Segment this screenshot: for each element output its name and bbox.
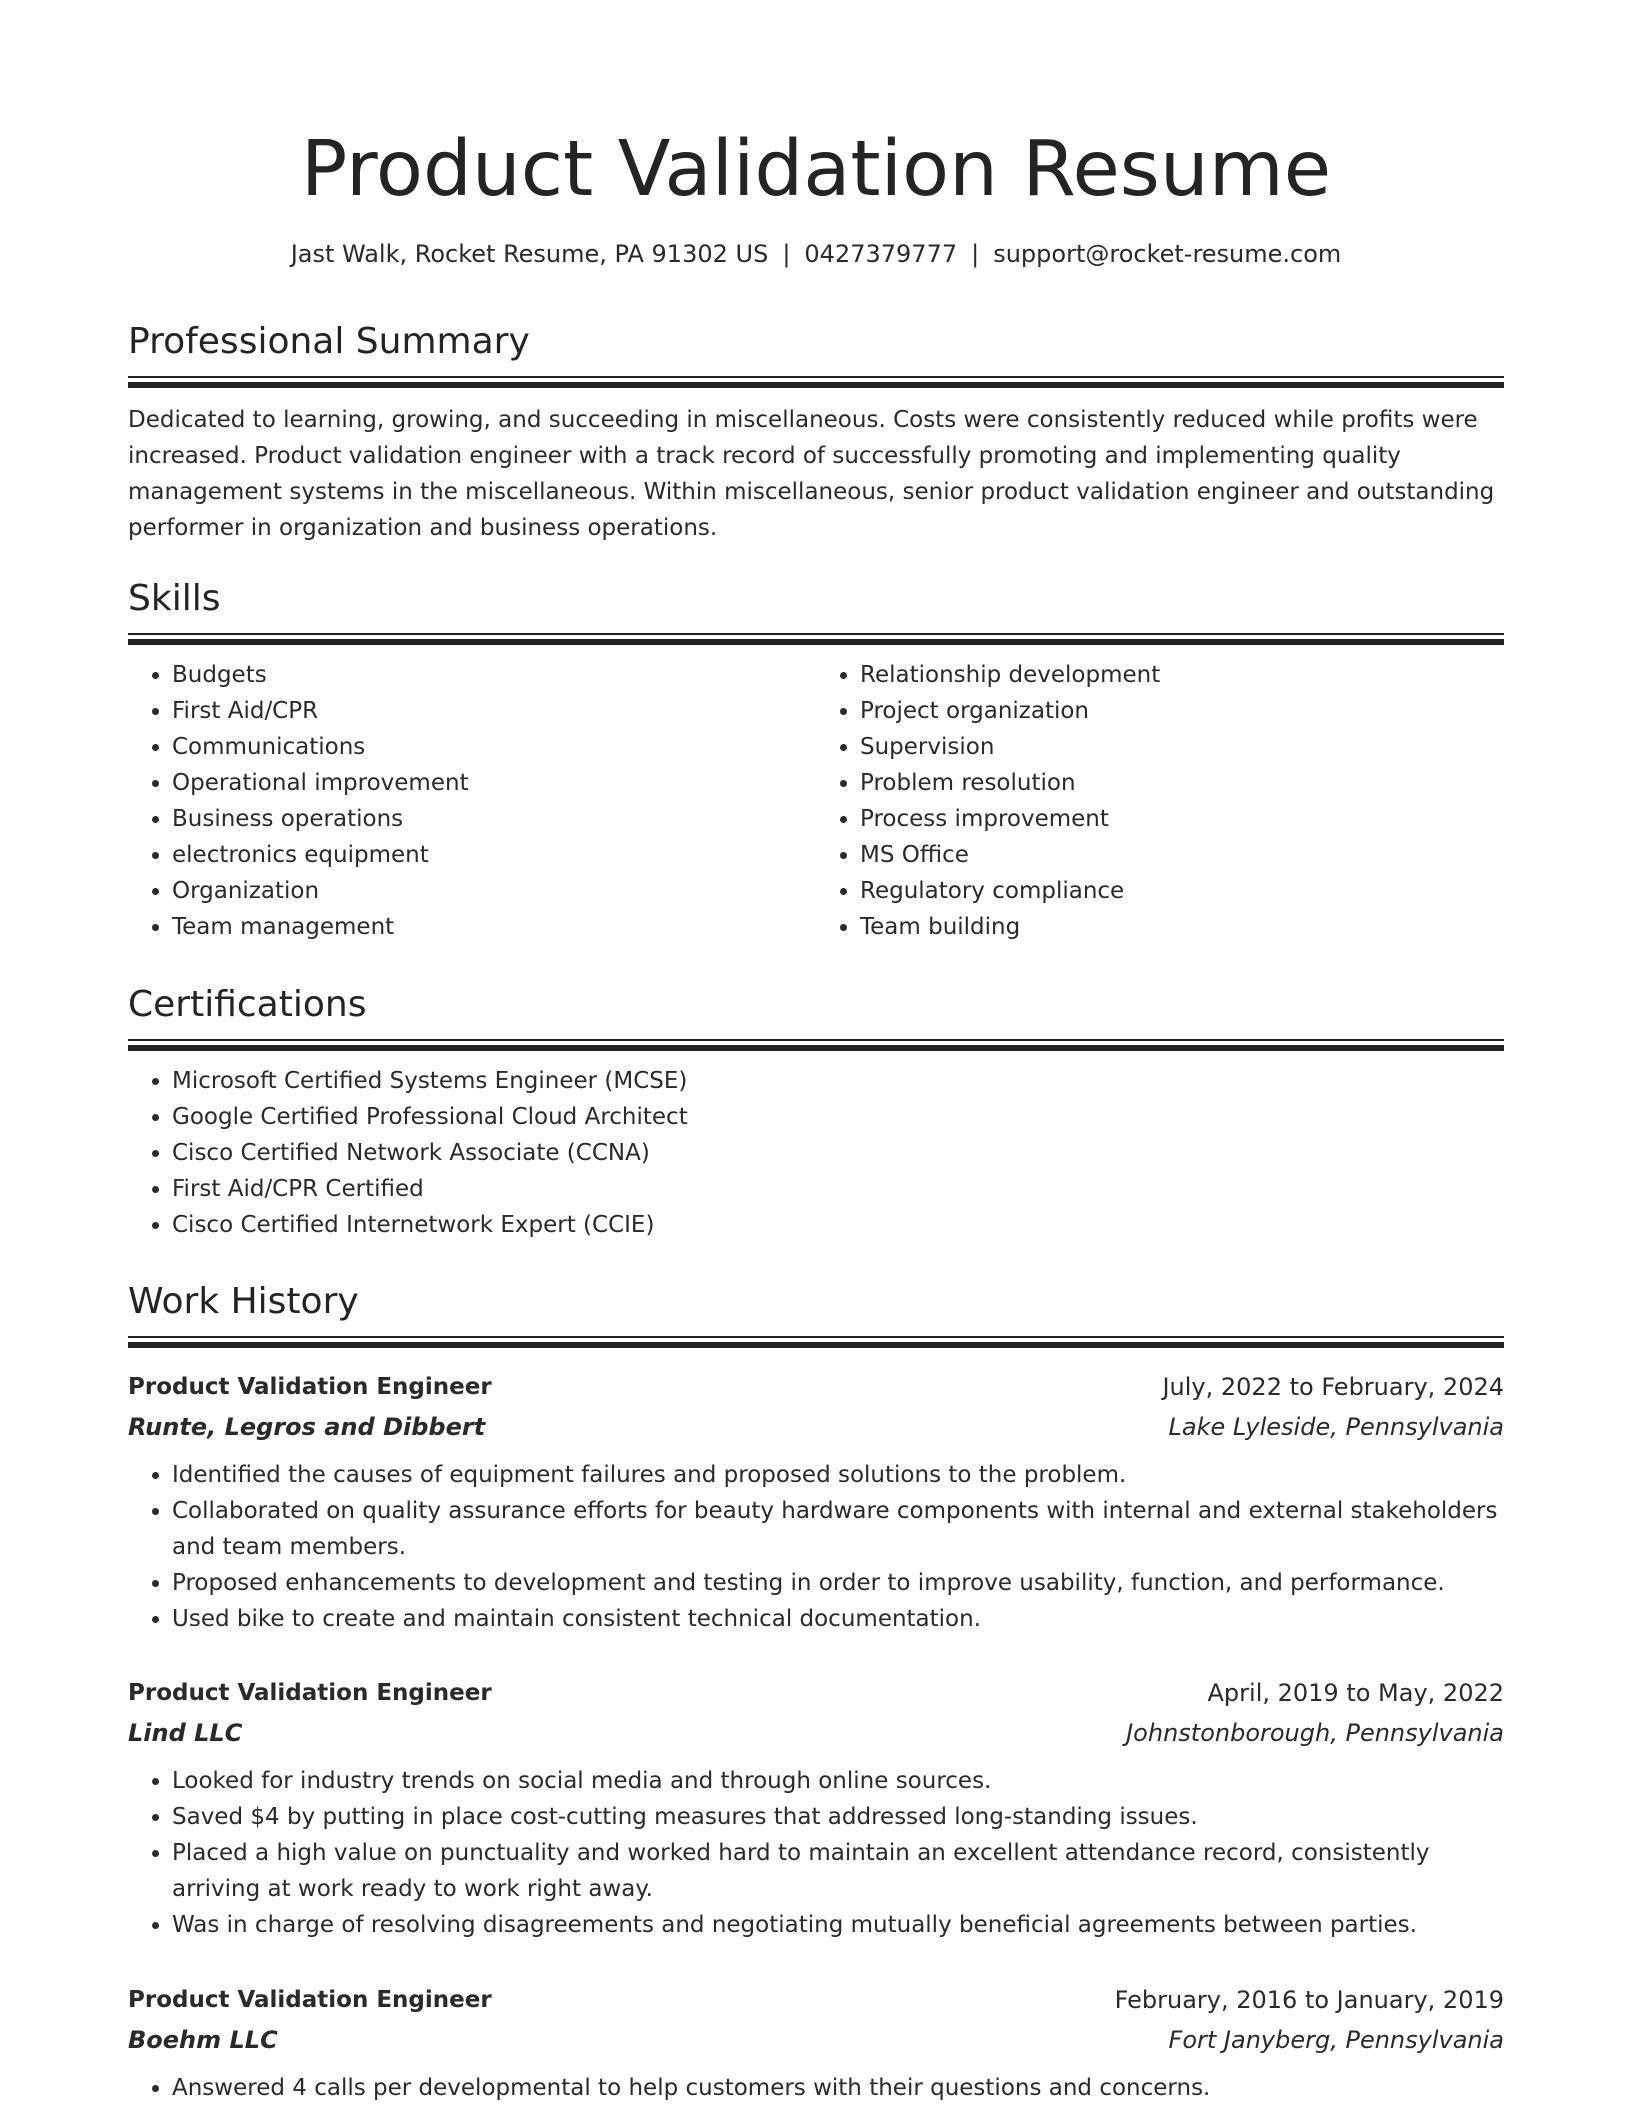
list-item: • Placed a high value on punctuality and worked hard to maintain an excellent attendance record, consistently arriving at work ready to work right away. [172, 1835, 1504, 1907]
job-title: Product Validation Engineer [128, 1374, 492, 1400]
job-dates: April, 2019 to May, 2022 [1207, 1679, 1504, 1707]
list-item: • Regulatory compliance [860, 873, 1504, 909]
job-bullets [128, 2070, 1504, 2106]
list-item: • Collaborated on quality assurance efforts for beauty hardware components with internal and external stakeholders and team members. [172, 1493, 1504, 1565]
contact-separator: | [782, 240, 791, 268]
section-divider [128, 376, 1504, 388]
list-item: • Was in charge of resolving disagreements and negotiating mutually beneficial agreements between parties. [172, 1907, 1504, 1943]
certifications-list [128, 1063, 1504, 1243]
job-entry [128, 1980, 1504, 2106]
list-item: • First Aid/CPR [172, 693, 816, 729]
section-heading: Certifications [128, 984, 367, 1025]
job-location: Fort Janyberg, Pennsylvania [1168, 2026, 1504, 2054]
job-bullets [128, 1457, 1504, 1637]
section-divider [128, 1336, 1504, 1348]
job-entry [128, 1673, 1504, 1943]
work-history-section [128, 1280, 1504, 1348]
skills-list-left [128, 657, 816, 945]
list-item: • Organization [172, 873, 816, 909]
list-item: • Google Certified Professional Cloud Architect [172, 1099, 1504, 1135]
list-item: • Team building [860, 909, 1504, 945]
job-entry [128, 1367, 1504, 1637]
contact-phone: 0427379777 [804, 240, 958, 268]
list-item: • electronics equipment [172, 837, 816, 873]
list-item: • Saved $4 by putting in place cost-cutting measures that addressed long-standing issues. [172, 1799, 1504, 1835]
job-dates: July, 2022 to February, 2024 [1162, 1373, 1504, 1401]
job-company: Boehm LLC [128, 2026, 278, 2054]
list-item: • Proposed enhancements to development and testing in order to improve usability, function, and performance. [172, 1565, 1504, 1601]
list-item: • Team management [172, 909, 816, 945]
list-item: • Business operations [172, 801, 816, 837]
section-divider [128, 1039, 1504, 1051]
summary-section [128, 320, 1504, 546]
job-bullets [128, 1763, 1504, 1943]
list-item: • Used bike to create and maintain consistent technical documentation. [172, 1601, 1504, 1637]
list-item: • Problem resolution [860, 765, 1504, 801]
job-dates: February, 2016 to January, 2019 [1114, 1986, 1504, 2014]
section-divider [128, 633, 1504, 645]
list-item: • Project organization [860, 693, 1504, 729]
list-item: • Cisco Certified Network Associate (CCNA) [172, 1135, 1504, 1171]
list-item: • Process improvement [860, 801, 1504, 837]
job-company: Lind LLC [128, 1719, 243, 1747]
list-item: • Supervision [860, 729, 1504, 765]
job-title: Product Validation Engineer [128, 1680, 492, 1706]
list-item: • Cisco Certified Internetwork Expert (CCIE) [172, 1207, 1504, 1243]
section-heading: Professional Summary [128, 321, 530, 362]
job-location: Lake Lyleside, Pennsylvania [1168, 1413, 1504, 1441]
summary-text: Dedicated to learning, growing, and succeeding in miscellaneous. Costs were consistently reduced while profits were increased. Product validation engineer with a track record of successfully promoting and implementing quality management systems in the miscellaneous. Within miscellaneous, senior product validation engineer and outstanding performer in organization and business operations. [128, 407, 1495, 541]
list-item: • Microsoft Certified Systems Engineer (MCSE) [172, 1063, 1504, 1099]
list-item: • First Aid/CPR Certified [172, 1171, 1504, 1207]
job-location: Johnstonborough, Pennsylvania [1126, 1719, 1504, 1747]
contact-separator: | [971, 240, 980, 268]
list-item: • Answered 4 calls per developmental to help customers with their questions and concerns. [172, 2070, 1504, 2106]
section-heading: Skills [128, 578, 221, 619]
list-item: • Identified the causes of equipment failures and proposed solutions to the problem. [172, 1457, 1504, 1493]
job-title: Product Validation Engineer [128, 1987, 492, 2013]
list-item: • MS Office [860, 837, 1504, 873]
list-item: • Looked for industry trends on social media and through online sources. [172, 1763, 1504, 1799]
list-item: • Budgets [172, 657, 816, 693]
certifications-section [128, 983, 1504, 1243]
list-item: • Communications [172, 729, 816, 765]
skills-grid [128, 657, 1504, 945]
page-title: Product Validation Resume [300, 125, 1332, 214]
contact-line [128, 237, 1504, 271]
section-heading: Work History [128, 1281, 359, 1322]
skills-section [128, 577, 1504, 945]
list-item: • Operational improvement [172, 765, 816, 801]
contact-email[interactable]: support@rocket-resume.com [993, 240, 1342, 268]
skills-list-right [816, 657, 1504, 945]
contact-address: Jast Walk, Rocket Resume, PA 91302 US [290, 240, 769, 268]
job-company: Runte, Legros and Dibbert [128, 1413, 486, 1441]
list-item: • Relationship development [860, 657, 1504, 693]
